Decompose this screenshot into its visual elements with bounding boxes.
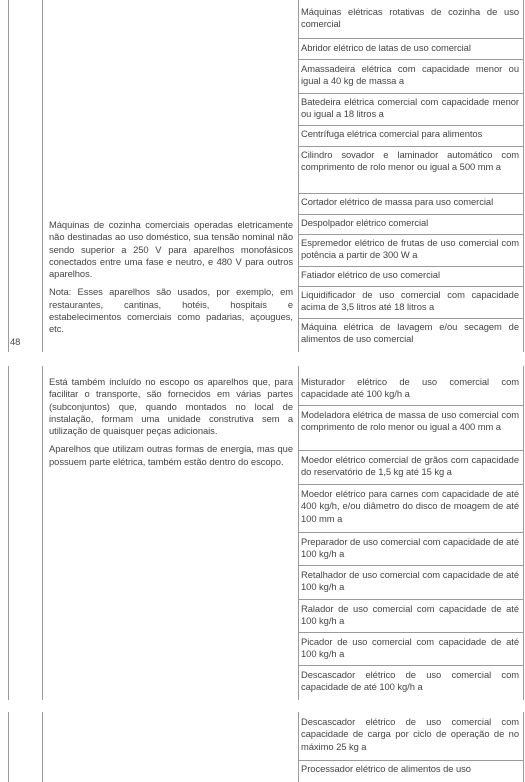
column-divider (298, 0, 299, 352)
row-separator (298, 405, 523, 406)
item-cell: Descascador elétrico de uso comercial com capacidade de carga por ciclo de operação de no máximo 25 kg a (301, 716, 519, 752)
item-cell: Descascador elétrico de uso comercial com capacidade de até 100 kg/h a (301, 669, 519, 693)
column-divider (42, 712, 43, 782)
item-cell: Preparador de uso comercial com capacidade de até 100 kg/h a (301, 536, 519, 560)
column-divider (42, 0, 43, 352)
column-divider (42, 366, 43, 700)
item-cell: Despolpador elétrico comercial (301, 217, 429, 228)
item-cell: Fatiador elétrico de uso comercial (301, 269, 440, 280)
item-cell: Retalhador de uso comercial com capacidade de até 100 kg/h a (301, 569, 519, 593)
row-separator (298, 760, 523, 761)
item-cell: Ralador de uso comercial com capacidade de até 100 kg/h a (301, 603, 519, 627)
row-separator (298, 450, 523, 451)
item-cell: Batedeira elétrica comercial com capacidade menor ou igual a 18 litros a (301, 96, 519, 120)
description-paragraph: Máquinas de cozinha comerciais operadas eletricamente não destinadas ao uso doméstico, sua tensão nominal não sendo superior a 250 V para aparelhos monofásicos conectados entre uma fase e neutro, e 480 V para outros aparelhos. (49, 219, 293, 280)
item-number: 48 (10, 336, 21, 347)
row-separator (298, 286, 523, 287)
table-block-2 (8, 366, 524, 700)
item-cell: Abridor elétrico de latas de uso comercial (301, 42, 471, 53)
row-separator (298, 266, 523, 267)
row-separator (298, 665, 523, 666)
row-separator (298, 214, 523, 215)
column-divider (298, 712, 299, 782)
row-separator (298, 532, 523, 533)
item-cell: Misturador elétrico de uso comercial com capacidade até 100 kg/h a (301, 376, 519, 400)
item-cell: Centrífuga elétrica comercial para alimentos (301, 128, 483, 139)
table-block-1 (8, 0, 524, 352)
item-cell: Amassadeira elétrica com capacidade menor ou igual a 40 kg de massa a (301, 63, 519, 87)
row-separator (298, 234, 523, 235)
item-cell: Modeladora elétrica de massa de uso comercial com comprimento de rolo menor ou igual a 400 mm a (301, 409, 519, 433)
row-separator (298, 484, 523, 485)
row-separator (298, 318, 523, 319)
row-separator (298, 565, 523, 566)
description-paragraph: Está também incluído no escopo os aparelhos que, para facilitar o transporte, são fornecidos em várias partes (subconjuntos) que, quando montados no local de instalação, formam uma unidade construtiva sem a utilização de quaisquer peças adicionais. (49, 376, 293, 437)
item-cell: Picador de uso comercial com capacidade de até 100 kg/h a (301, 636, 519, 660)
column-divider (298, 366, 299, 700)
note-paragraph: Nota: Esses aparelhos são usados, por exemplo, em restaurantes, cantinas, hotéis, hospitais e estabelecimentos comerciais como padarias, açougues, etc. (49, 286, 293, 335)
table-block-3 (8, 712, 524, 782)
item-cell: Máquinas elétricas rotativas de cozinha de uso comercial (301, 6, 519, 30)
item-cell: Processador elétrico de alimentos de uso (301, 763, 471, 774)
row-separator (298, 59, 523, 60)
row-separator (298, 38, 523, 39)
item-cell: Moedor elétrico comercial de grãos com capacidade do reservatório de 1,5 kg até 15 kg a (301, 454, 519, 478)
scope-description (49, 219, 293, 342)
item-cell: Espremedor elétrico de frutas de uso comercial com potência a partir de 300 W a (301, 237, 519, 261)
description-paragraph: Aparelhos que utilizam outras formas de energia, mas que possuem parte elétrica, também estão dentro do escopo. (49, 443, 293, 467)
item-cell: Cortador elétrico de massa para uso comercial (301, 196, 494, 207)
row-separator (298, 632, 523, 633)
item-cell: Cilindro sovador e laminador automático com comprimento de rolo menor ou igual a 500 mm a (301, 149, 519, 173)
item-cell: Liquidificador de uso comercial com capacidade acima de 3,5 litros até 18 litros a (301, 289, 519, 313)
row-separator (298, 93, 523, 94)
row-separator (298, 125, 523, 126)
row-separator (298, 193, 523, 194)
item-cell: Máquina elétrica de lavagem e/ou secagem de alimentos de uso comercial (301, 321, 519, 345)
row-separator (298, 146, 523, 147)
scope-description (49, 376, 293, 474)
row-separator (298, 599, 523, 600)
item-cell: Moedor elétrico para carnes com capacidade de até 400 kg/h, e/ou diâmetro do disco de moagem de até 100 mm a (301, 488, 519, 524)
